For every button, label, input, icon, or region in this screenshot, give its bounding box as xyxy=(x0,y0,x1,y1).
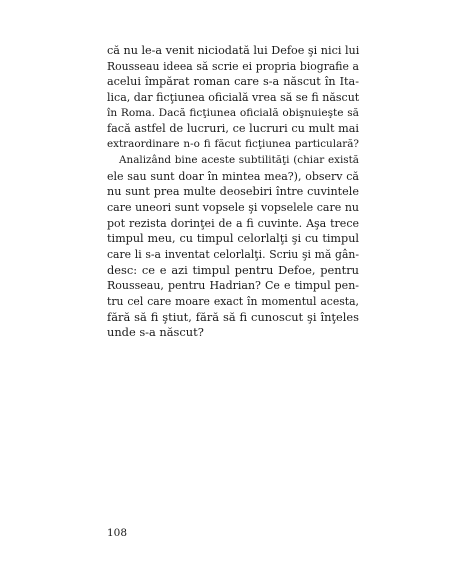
text-line: în Roma. Dacă ficţiunea oficială obişnuieşte să xyxy=(107,106,359,119)
text-line: care li s-a inventat celorlalţi. Scriu şi mă gân- xyxy=(107,247,359,261)
text-line: timpul meu, cu timpul celorlalţi şi cu timpul xyxy=(107,232,359,246)
text-line: care uneori sunt vopsele şi vopselele care nu xyxy=(107,200,359,214)
text-line: facă astfel de lucruri, ce lucruri cu mult mai xyxy=(107,122,359,136)
text-line: că nu le-a venit niciodată lui Defoe şi nici lui xyxy=(107,44,360,57)
paragraph-2 xyxy=(107,153,359,341)
text-line: tru cel care moare exact în momentul acesta, xyxy=(107,295,359,308)
text-line: acelui împărat roman care s-a născut în Ita- xyxy=(107,75,359,89)
paragraph-1 xyxy=(107,43,359,153)
text-line: nu sunt prea multe deosebiri între cuvintele xyxy=(107,185,359,199)
text-line: Rousseau ideea să scrie ei propria biografie a xyxy=(107,59,359,73)
text-line: desc: ce e azi timpul pentru Defoe, pentru xyxy=(107,262,359,277)
text-line: pot rezista dorinţei de a fi cuvinte. Aşa trece xyxy=(107,216,359,230)
text-line: fără să fi ştiut, fără să fi cunoscut şi înţeles xyxy=(107,309,359,324)
text-line: extraordinare n-o fi făcut ficţiunea particulară? xyxy=(107,138,359,151)
text-line: Analizând bine aceste subtilităţi (chiar există xyxy=(119,153,359,166)
text-line: unde s-a născut? xyxy=(107,325,204,340)
text-line: Rousseau, pentru Hadrian? Ce e timpul pen- xyxy=(107,279,359,293)
page-number: 108 xyxy=(107,527,128,539)
text-line: lica, dar ficţiunea oficială vrea să se fi născut xyxy=(107,91,360,105)
body-text xyxy=(107,43,359,341)
text-line: ele sau sunt doar în mintea mea?), observ că xyxy=(107,169,359,183)
